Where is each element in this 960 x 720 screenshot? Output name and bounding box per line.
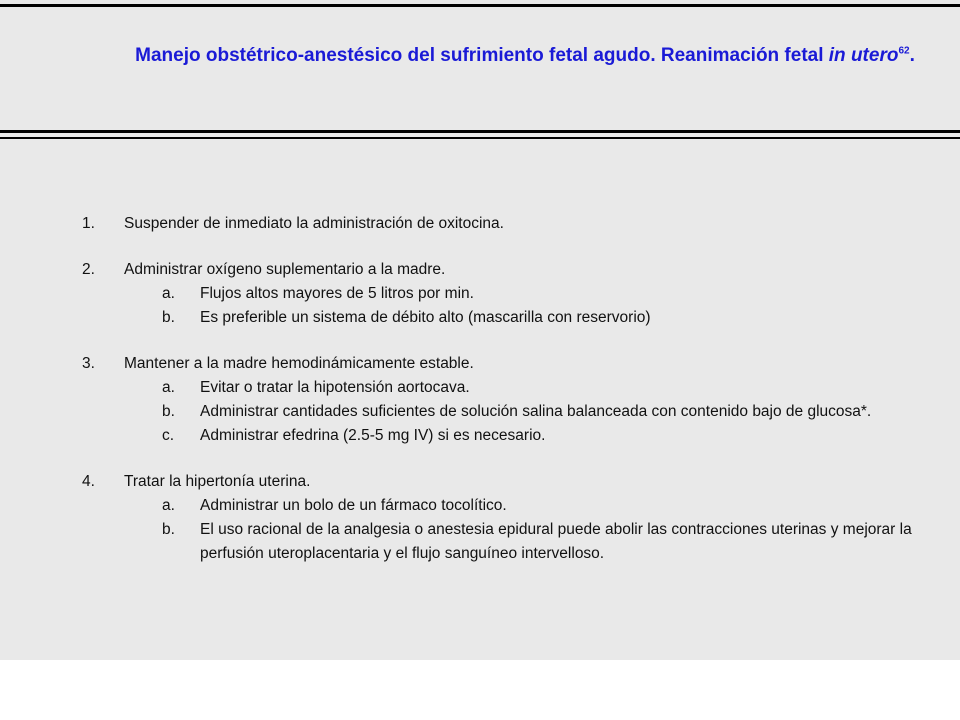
sub-letter: c. — [162, 427, 175, 444]
step — [82, 212, 932, 236]
step-number: 3. — [82, 355, 95, 372]
sub-item — [162, 282, 932, 306]
step-number: 4. — [82, 473, 95, 490]
title-rule-upper — [0, 130, 960, 133]
title-superscript: 62 — [898, 45, 910, 57]
step — [82, 470, 932, 566]
sub-item — [162, 494, 932, 518]
slide-title — [110, 42, 940, 69]
sub-text: Administrar efedrina (2.5-5 mg IV) si es necesario. — [200, 427, 546, 444]
sub-text: Es preferible un sistema de débito alto (mascarilla con reservorio) — [200, 309, 651, 326]
title-italic: in utero — [828, 45, 899, 66]
sub-item — [162, 306, 932, 330]
sub-item — [162, 424, 932, 448]
step-text: Mantener a la madre hemodinámicamente estable. — [124, 355, 474, 372]
sub-letter: b. — [162, 403, 175, 420]
sub-text: Administrar un bolo de un fármaco tocolítico. — [200, 497, 507, 514]
step-text: Administrar oxígeno suplementario a la madre. — [124, 261, 446, 278]
top-rule — [0, 4, 960, 7]
sub-item — [162, 400, 932, 424]
title-main: Manejo obstétrico-anestésico del sufrimiento fetal agudo. Reanimación fetal — [135, 45, 829, 66]
sub-letter: a. — [162, 497, 175, 514]
sub-item — [162, 376, 932, 400]
title-end: . — [909, 45, 915, 66]
step-number: 1. — [82, 215, 95, 232]
sub-text: Evitar o tratar la hipotensión aortocava. — [200, 379, 470, 396]
sub-letter: b. — [162, 309, 175, 326]
sub-text: El uso racional de la analgesia o anestesia epidural puede abolir las contracciones uterinas y mejorar la perfusión uteroplacentaria y el flujo sanguíneo intervelloso. — [200, 521, 912, 562]
sub-letter: b. — [162, 521, 175, 538]
sub-letter: a. — [162, 379, 175, 396]
sub-item — [162, 518, 932, 566]
step-number: 2. — [82, 261, 95, 278]
steps-list — [82, 212, 932, 588]
step-text: Suspender de inmediato la administración de oxitocina. — [124, 215, 504, 232]
sub-text: Administrar cantidades suficientes de solución salina balanceada con contenido bajo de glucosa*. — [200, 403, 872, 420]
sub-letter: a. — [162, 285, 175, 302]
step — [82, 352, 932, 448]
sub-text: Flujos altos mayores de 5 litros por min. — [200, 285, 474, 302]
step — [82, 258, 932, 330]
step-text: Tratar la hipertonía uterina. — [124, 473, 311, 490]
title-rule-lower — [0, 137, 960, 139]
